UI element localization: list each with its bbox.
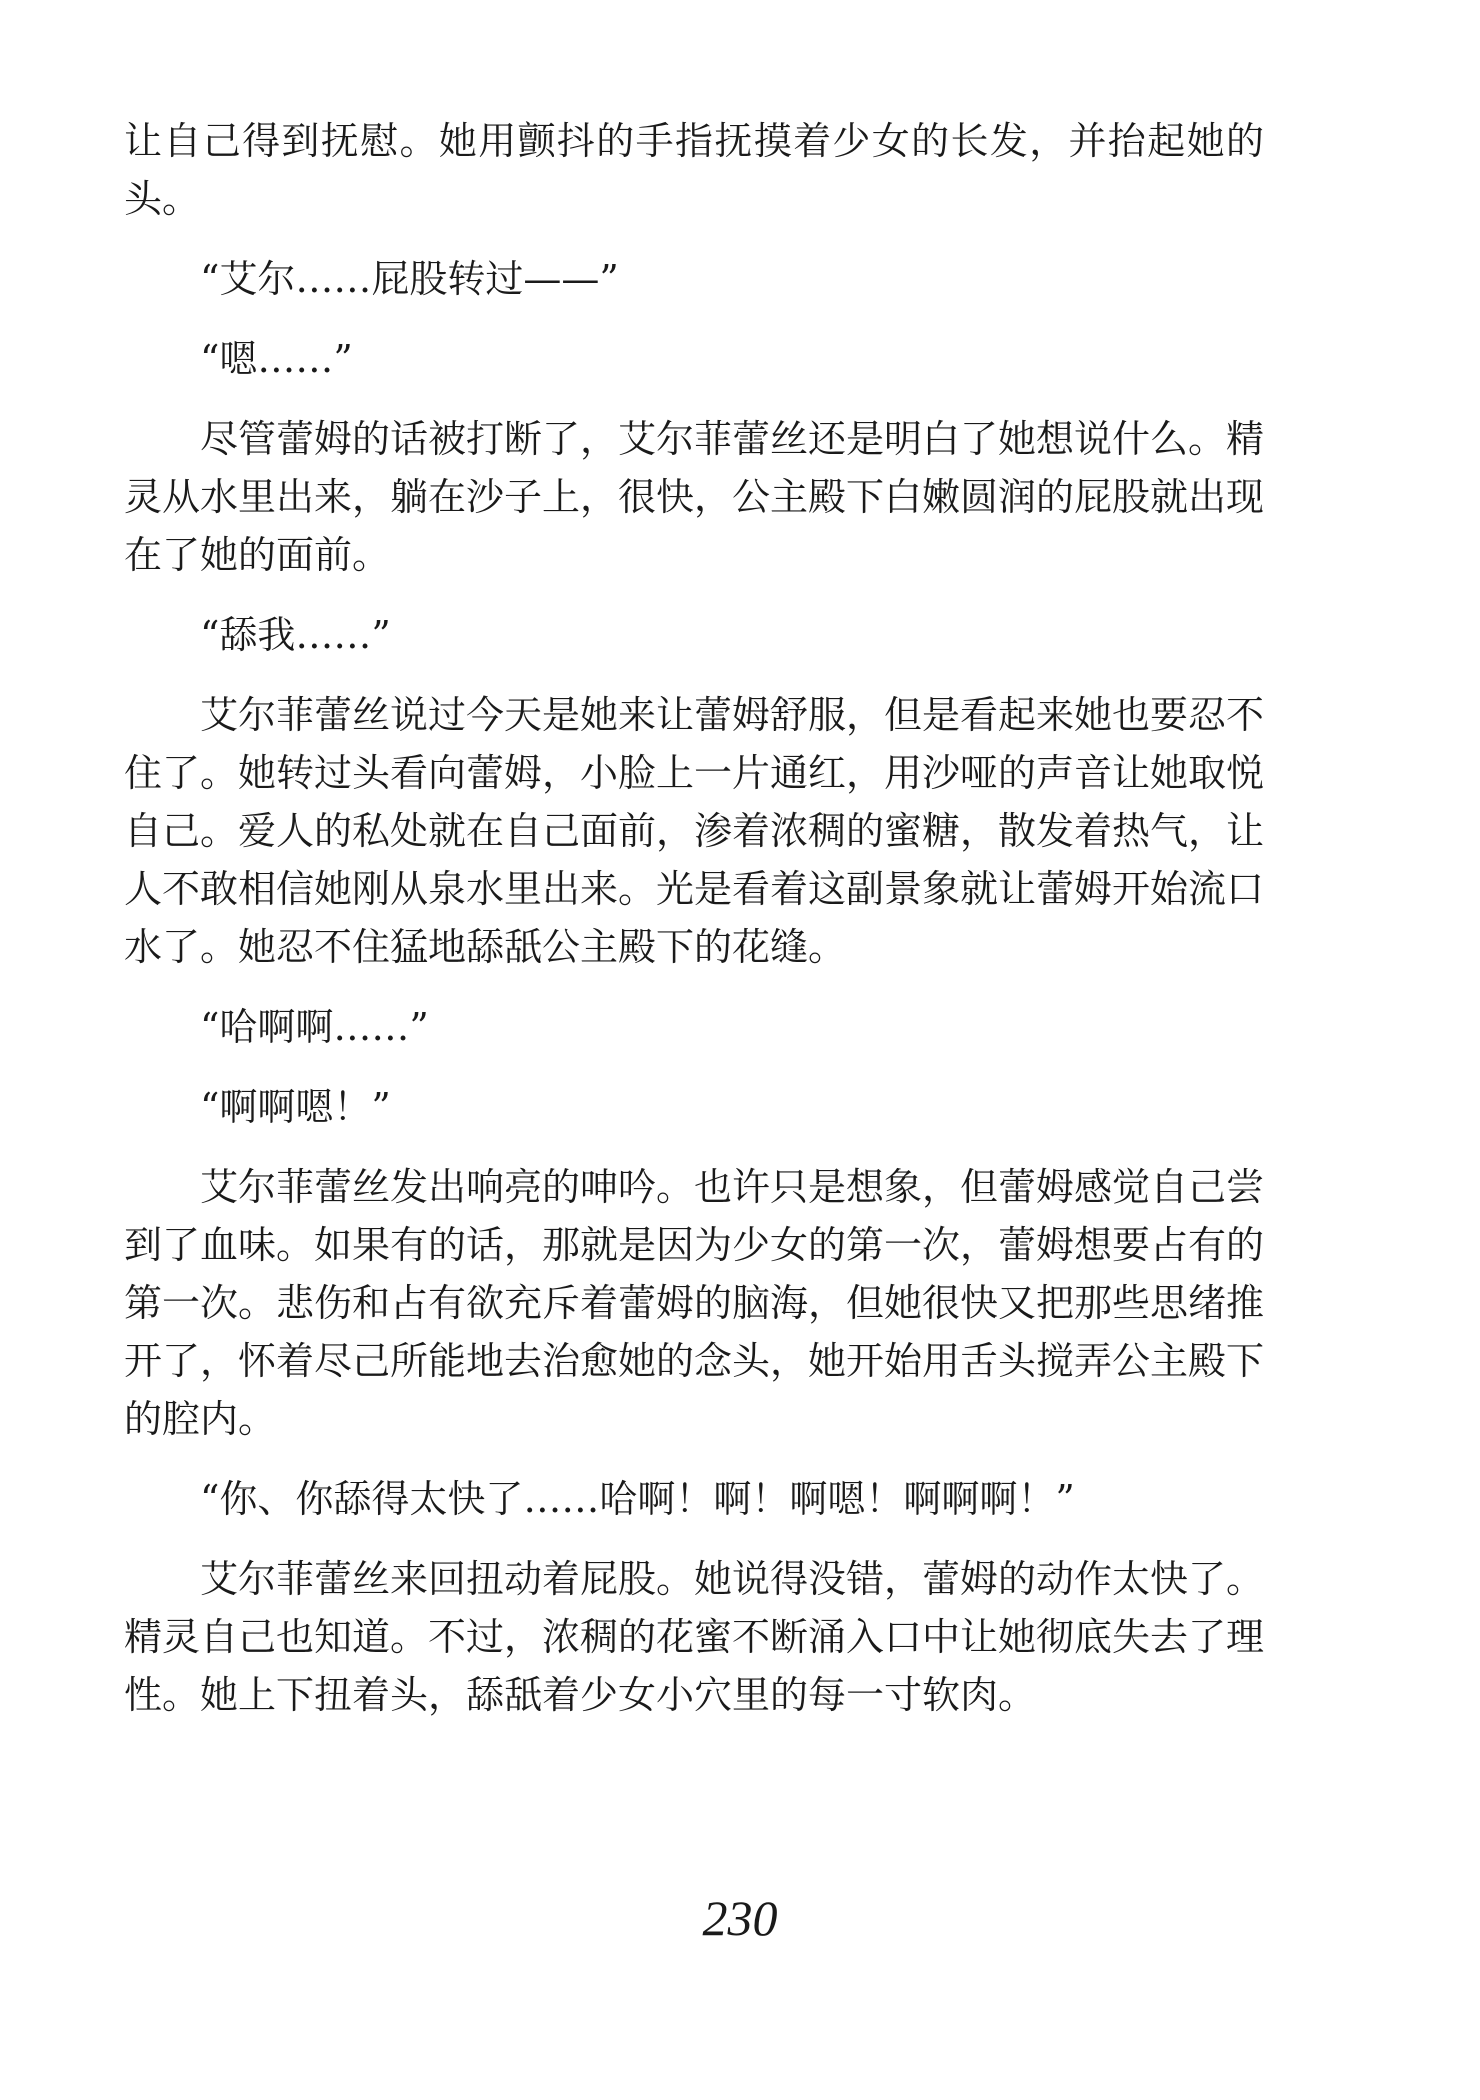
paragraph-2: “艾尔……屁股转过——” [200,257,619,301]
body-text [124,112,1264,1746]
paragraph-3: “嗯……” [200,337,353,381]
paragraph-6: 艾尔菲蕾丝说过今天是她来让蕾姆舒服，但是看起来她也要忍不住了。她转过头看向蕾姆，小脸上一片通红，用沙哑的声音让她取悦自己。爱人的私处就在自己面前，渗着浓稠的蜜糖，散发着热气，让人不敢相信她刚从泉水里出来。光是看着这副景象就让蕾姆开始流口水了。她忍不住猛地舔舐公主殿下的花缝。 [124,693,1265,969]
paragraph-9: 艾尔菲蕾丝发出响亮的呻吟。也许只是想象，但蕾姆感觉自己尝到了血味。如果有的话，那就是因为少女的第一次，蕾姆想要占有的第一次。悲伤和占有欲充斥着蕾姆的脑海，但她很快又把那些思绪推开了，怀着尽己所能地去治愈她的念头，她开始用舌头搅弄公主殿下的腔内。 [124,1165,1265,1441]
paragraph-4: 尽管蕾姆的话被打断了，艾尔菲蕾丝还是明白了她想说什么。精灵从水里出来，躺在沙子上，很快，公主殿下白嫩圆润的屁股就出现在了她的面前。 [124,417,1265,577]
paragraph-7: “哈啊啊……” [200,1005,429,1049]
paragraph-11: 艾尔菲蕾丝来回扭动着屁股。她说得没错，蕾姆的动作太快了。精灵自己也知道。不过，浓稠的花蜜不断涌入口中让她彻底失去了理性。她上下扭着头，舔舐着少女小穴里的每一寸软肉。 [124,1557,1265,1717]
paragraph-5: “舔我……” [200,613,391,657]
paragraph-10: “你、你舔得太快了……哈啊！啊！啊嗯！啊啊啊！” [200,1477,1075,1521]
page-number: 230 [702,1890,778,1946]
paragraph-8: “啊啊嗯！” [200,1085,391,1129]
paragraph-1: 让自己得到抚慰。她用颤抖的手指抚摸着少女的长发，并抬起她的头。 [124,119,1264,221]
